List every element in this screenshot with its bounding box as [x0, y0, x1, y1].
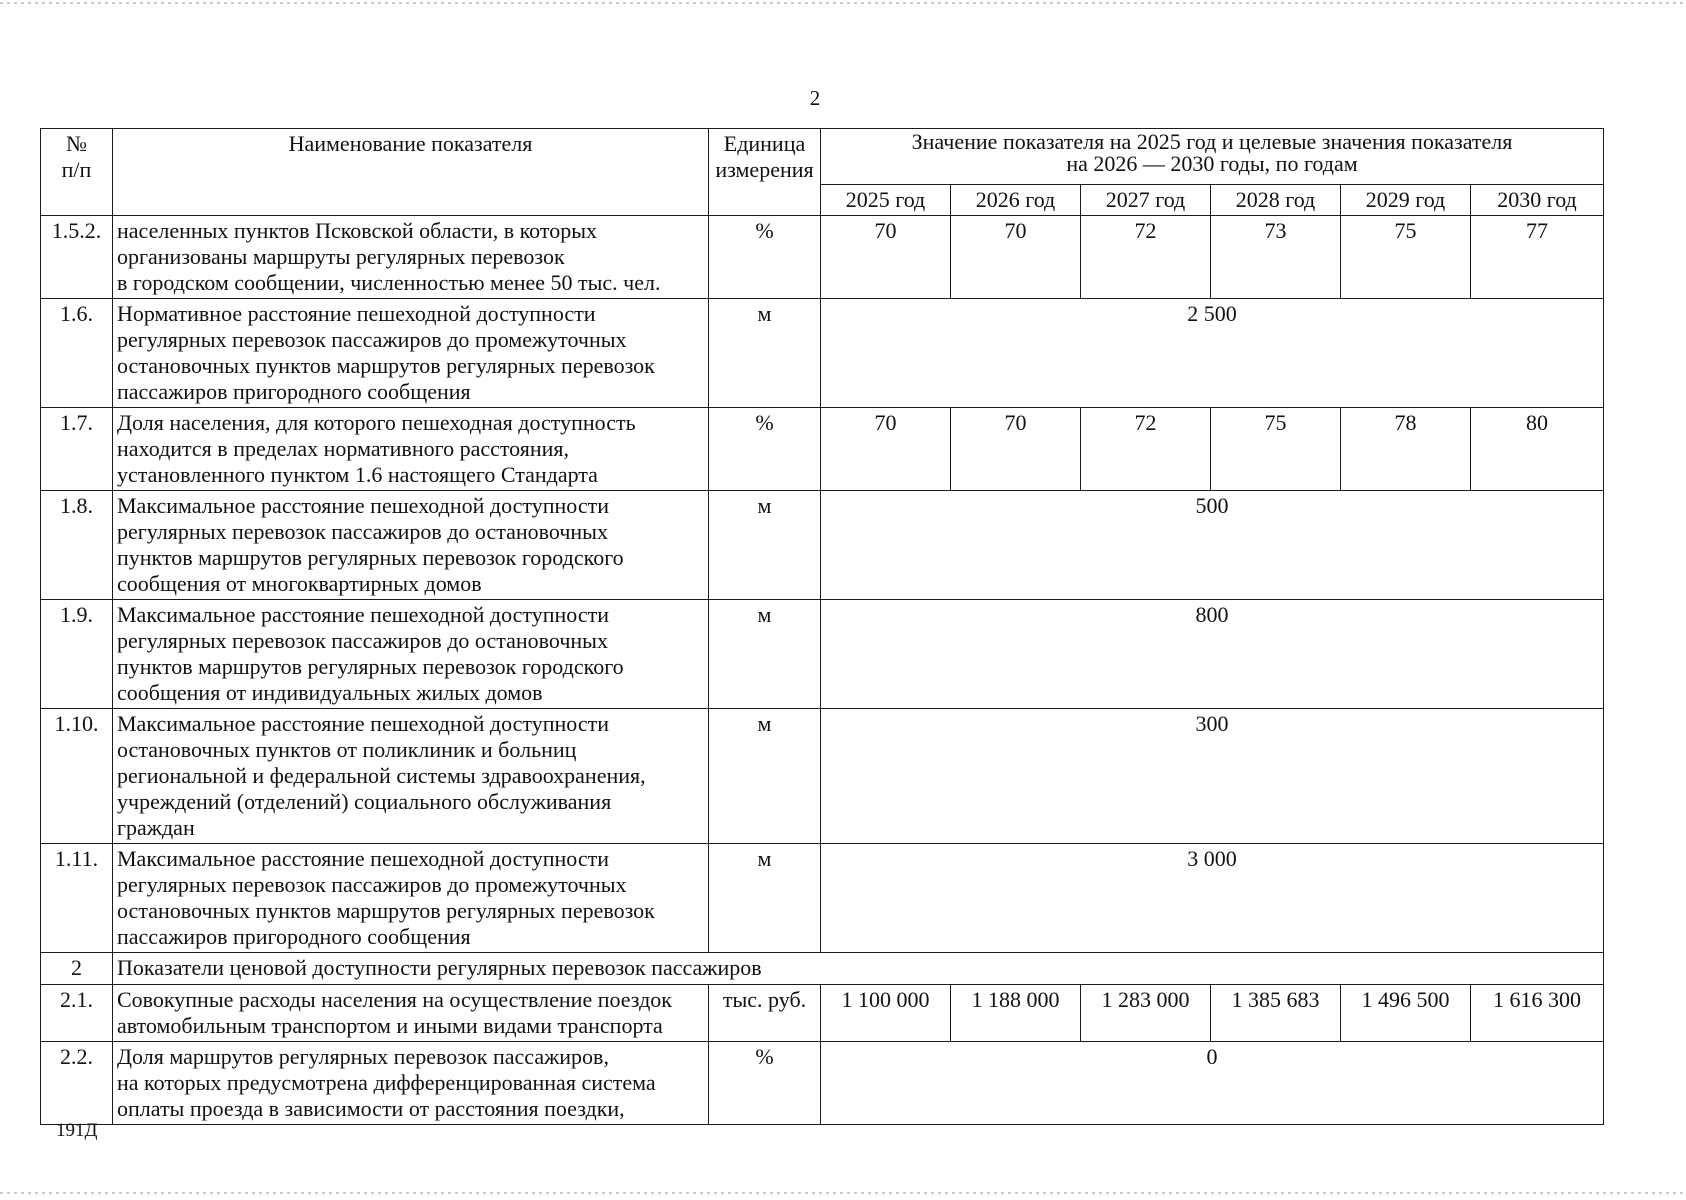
table-row	[41, 1042, 1604, 1125]
table-row	[41, 299, 1604, 408]
merged-value: 300	[821, 709, 1604, 844]
unit: %	[709, 216, 821, 299]
year-value: 1 616 300	[1471, 985, 1604, 1042]
header-num: № п/п	[41, 129, 113, 216]
year-value: 72	[1081, 216, 1211, 299]
row-number: 1.8.	[41, 491, 113, 600]
merged-value: 800	[821, 600, 1604, 709]
header-year-2026: 2026 год	[951, 185, 1081, 216]
section-title: Показатели ценовой доступности регулярных перевозок пассажиров	[113, 953, 1604, 985]
merged-value: 0	[821, 1042, 1604, 1125]
indicator-name: Доля маршрутов регулярных перевозок пассажиров, на которых предусмотрена дифференцированная система оплаты проезда в зависимости от расстояния поездки,	[113, 1042, 709, 1125]
row-number: 1.11.	[41, 844, 113, 953]
unit: м	[709, 844, 821, 953]
year-value: 77	[1471, 216, 1604, 299]
unit: %	[709, 1042, 821, 1125]
header-row	[41, 129, 1604, 185]
document-code: 191Д	[56, 1120, 98, 1141]
year-value: 1 496 500	[1341, 985, 1471, 1042]
table-row	[41, 216, 1604, 299]
year-value: 80	[1471, 408, 1604, 491]
row-number: 1.6.	[41, 299, 113, 408]
scan-bottom-edge	[0, 1192, 1686, 1194]
indicator-name: Максимальное расстояние пешеходной доступности регулярных перевозок пассажиров до остановочных пунктов маршрутов регулярных перевозок городского сообщения от многоквартирных домов	[113, 491, 709, 600]
table-row	[41, 985, 1604, 1042]
year-value: 70	[951, 216, 1081, 299]
merged-value: 500	[821, 491, 1604, 600]
year-value: 73	[1211, 216, 1341, 299]
merged-value: 2 500	[821, 299, 1604, 408]
indicator-name: Доля населения, для которого пешеходная доступность находится в пределах нормативного расстояния, установленного пунктом 1.6 настоящего Стандарта	[113, 408, 709, 491]
year-value: 1 100 000	[821, 985, 951, 1042]
merged-value: 3 000	[821, 844, 1604, 953]
year-value: 1 188 000	[951, 985, 1081, 1042]
row-number: 2.2.	[41, 1042, 113, 1125]
year-value: 70	[821, 408, 951, 491]
table-row	[41, 600, 1604, 709]
header-name: Наименование показателя	[113, 129, 709, 216]
unit: м	[709, 600, 821, 709]
indicator-name: населенных пунктов Псковской области, в которых организованы маршруты регулярных перевозок в городском сообщении, численностью менее 50 тыс. чел.	[113, 216, 709, 299]
header-year-2028: 2028 год	[1211, 185, 1341, 216]
table-row	[41, 491, 1604, 600]
indicator-name: Максимальное расстояние пешеходной доступности регулярных перевозок пассажиров до остановочных пунктов маршрутов регулярных перевозок городского сообщения от индивидуальных жилых домов	[113, 600, 709, 709]
indicator-name: Максимальное расстояние пешеходной доступности регулярных перевозок пассажиров до промежуточных остановочных пунктов маршрутов регулярных перевозок пассажиров пригородного сообщения	[113, 844, 709, 953]
row-number: 1.7.	[41, 408, 113, 491]
year-value: 72	[1081, 408, 1211, 491]
header-unit: Единица измерения	[709, 129, 821, 216]
indicator-name: Совокупные расходы населения на осуществление поездок автомобильным транспортом и иными видами транспорта	[113, 985, 709, 1042]
year-value: 75	[1211, 408, 1341, 491]
row-number: 1.5.2.	[41, 216, 113, 299]
header-year-2027: 2027 год	[1081, 185, 1211, 216]
table-row	[41, 709, 1604, 844]
header-year-2029: 2029 год	[1341, 185, 1471, 216]
unit: м	[709, 299, 821, 408]
row-number: 1.10.	[41, 709, 113, 844]
indicators-table	[40, 128, 1604, 1125]
table-row	[41, 953, 1604, 985]
table-row	[41, 408, 1604, 491]
page-number: 2	[809, 86, 821, 110]
indicator-name: Нормативное расстояние пешеходной доступности регулярных перевозок пассажиров до промежуточных остановочных пунктов маршрутов регулярных перевозок пассажиров пригородного сообщения	[113, 299, 709, 408]
row-number: 2	[41, 953, 113, 985]
year-value: 1 385 683	[1211, 985, 1341, 1042]
header-year-2030: 2030 год	[1471, 185, 1604, 216]
scan-top-edge	[0, 2, 1686, 4]
row-number: 1.9.	[41, 600, 113, 709]
unit: м	[709, 491, 821, 600]
unit: %	[709, 408, 821, 491]
year-value: 75	[1341, 216, 1471, 299]
row-number: 2.1.	[41, 985, 113, 1042]
header-values: Значение показателя на 2025 год и целевые значения показателя на 2026 — 2030 годы, по годам	[821, 129, 1604, 185]
unit: тыс. руб.	[709, 985, 821, 1042]
unit: м	[709, 709, 821, 844]
header-year-2025: 2025 год	[821, 185, 951, 216]
year-value: 78	[1341, 408, 1471, 491]
year-value: 1 283 000	[1081, 985, 1211, 1042]
year-value: 70	[951, 408, 1081, 491]
indicator-name: Максимальное расстояние пешеходной доступности остановочных пунктов от поликлиник и больниц региональной и федеральной системы здравоохранения, учреждений (отделений) социального обслуживания граждан	[113, 709, 709, 844]
year-value: 70	[821, 216, 951, 299]
table-row	[41, 844, 1604, 953]
